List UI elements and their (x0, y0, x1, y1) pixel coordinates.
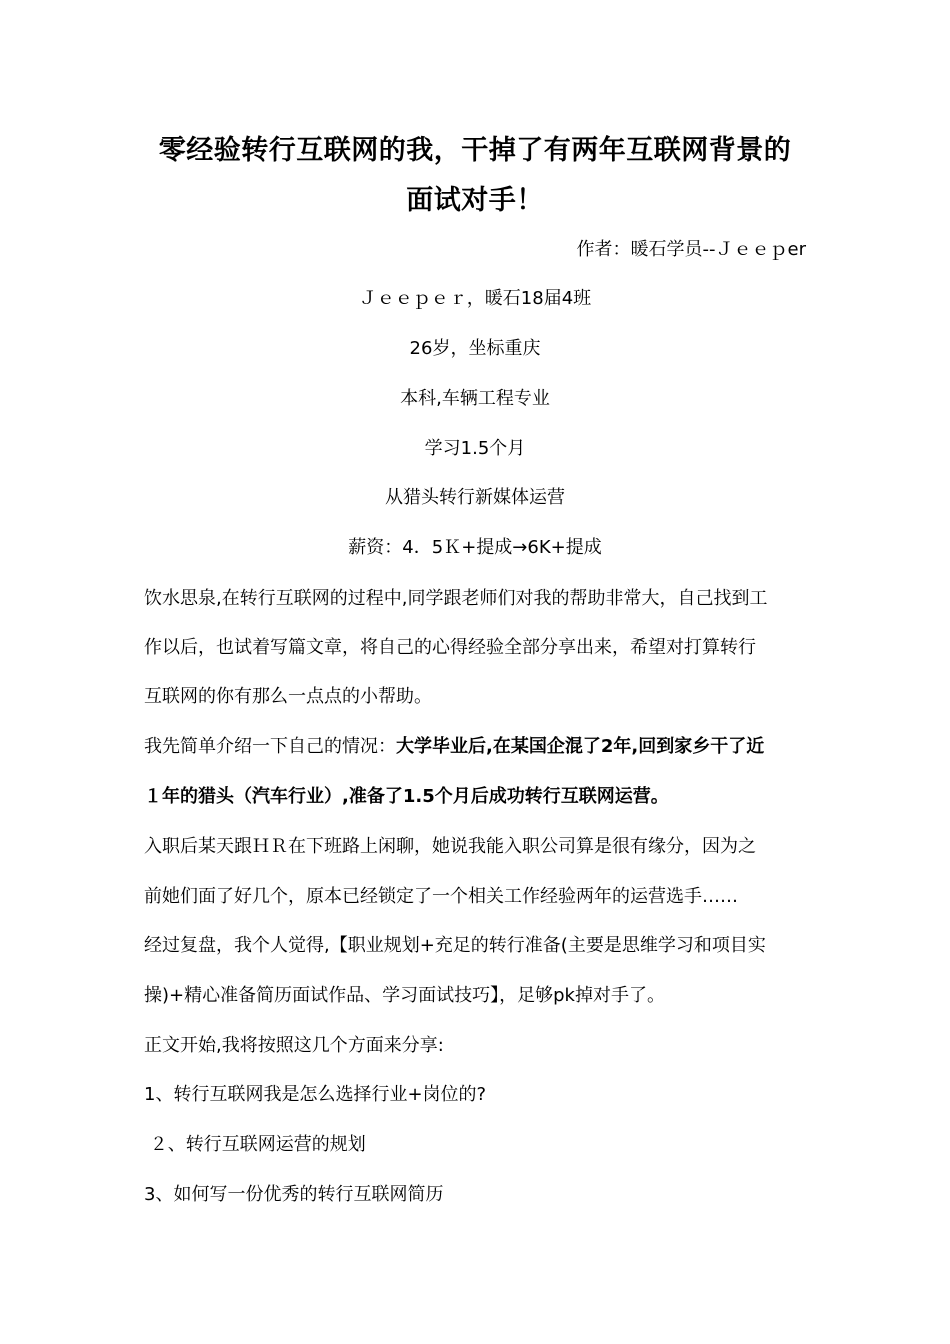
list-item-2: ２、转行互联网运营的规划 (144, 1134, 366, 1155)
hr-paragraph-line-2: 前她们面了好几个，原本已经锁定了一个相关工作经验两年的运营选手…… (144, 886, 738, 907)
document-title-line-1: 零经验转行互联网的我，干掉了有两年互联网背景的 (158, 135, 792, 166)
info-line-education: 本科,车辆工程专业 (400, 388, 550, 409)
self-intro-bold-1: 大学毕业后,在某国企混了2年,回到家乡干了近 (396, 736, 765, 757)
self-intro-line-1 (144, 735, 809, 759)
info-line-study-duration: 学习1.5个月 (424, 438, 526, 459)
info-line-salary: 薪资：4．5Ｋ+提成→6K+提成 (348, 537, 602, 558)
review-paragraph-line-2: 操)+精心准备简历面试作品、学习面试技巧】，足够pk掉对手了。 (144, 985, 665, 1006)
intro-paragraph-line-2: 作以后，也试着写篇文章，将自己的心得经验全部分享出来，希望对打算转行 (144, 637, 756, 658)
info-line-age-location: 26岁，坐标重庆 (409, 338, 541, 359)
intro-paragraph-line-3: 互联网的你有那么一点点的小帮助。 (144, 686, 432, 707)
list-item-3: 3、如何写一份优秀的转行互联网简历 (144, 1184, 444, 1205)
start-line: 正文开始,我将按照这几个方面来分享: (144, 1035, 444, 1056)
info-line-career-change: 从猎头转行新媒体运营 (385, 487, 565, 508)
intro-paragraph-line-1: 饮水思泉,在转行互联网的过程中,同学跟老师们对我的帮助非常大，自己找到工 (144, 588, 768, 609)
self-intro-prefix: 我先简单介绍一下自己的情况： (144, 736, 396, 757)
author-line: 作者：暖石学员--Ｊｅｅｐer (576, 239, 806, 260)
document-title-line-2: 面试对手！ (406, 185, 544, 216)
review-paragraph-line-1: 经过复盘，我个人觉得,【职业规划+充足的转行准备(主要是思维学习和项目实 (144, 935, 766, 956)
hr-paragraph-line-1: 入职后某天跟ＨＲ在下班路上闲聊，她说我能入职公司算是很有缘分，因为之 (144, 836, 756, 857)
list-item-1: 1、转行互联网我是怎么选择行业+岗位的? (144, 1084, 487, 1105)
self-intro-line-2: １年的猎头（汽车行业）,准备了1.5个月后成功转行互联网运营。 (144, 786, 669, 807)
info-line-name-class: Ｊｅｅｐｅｒ，暖石18届4班 (358, 288, 592, 309)
